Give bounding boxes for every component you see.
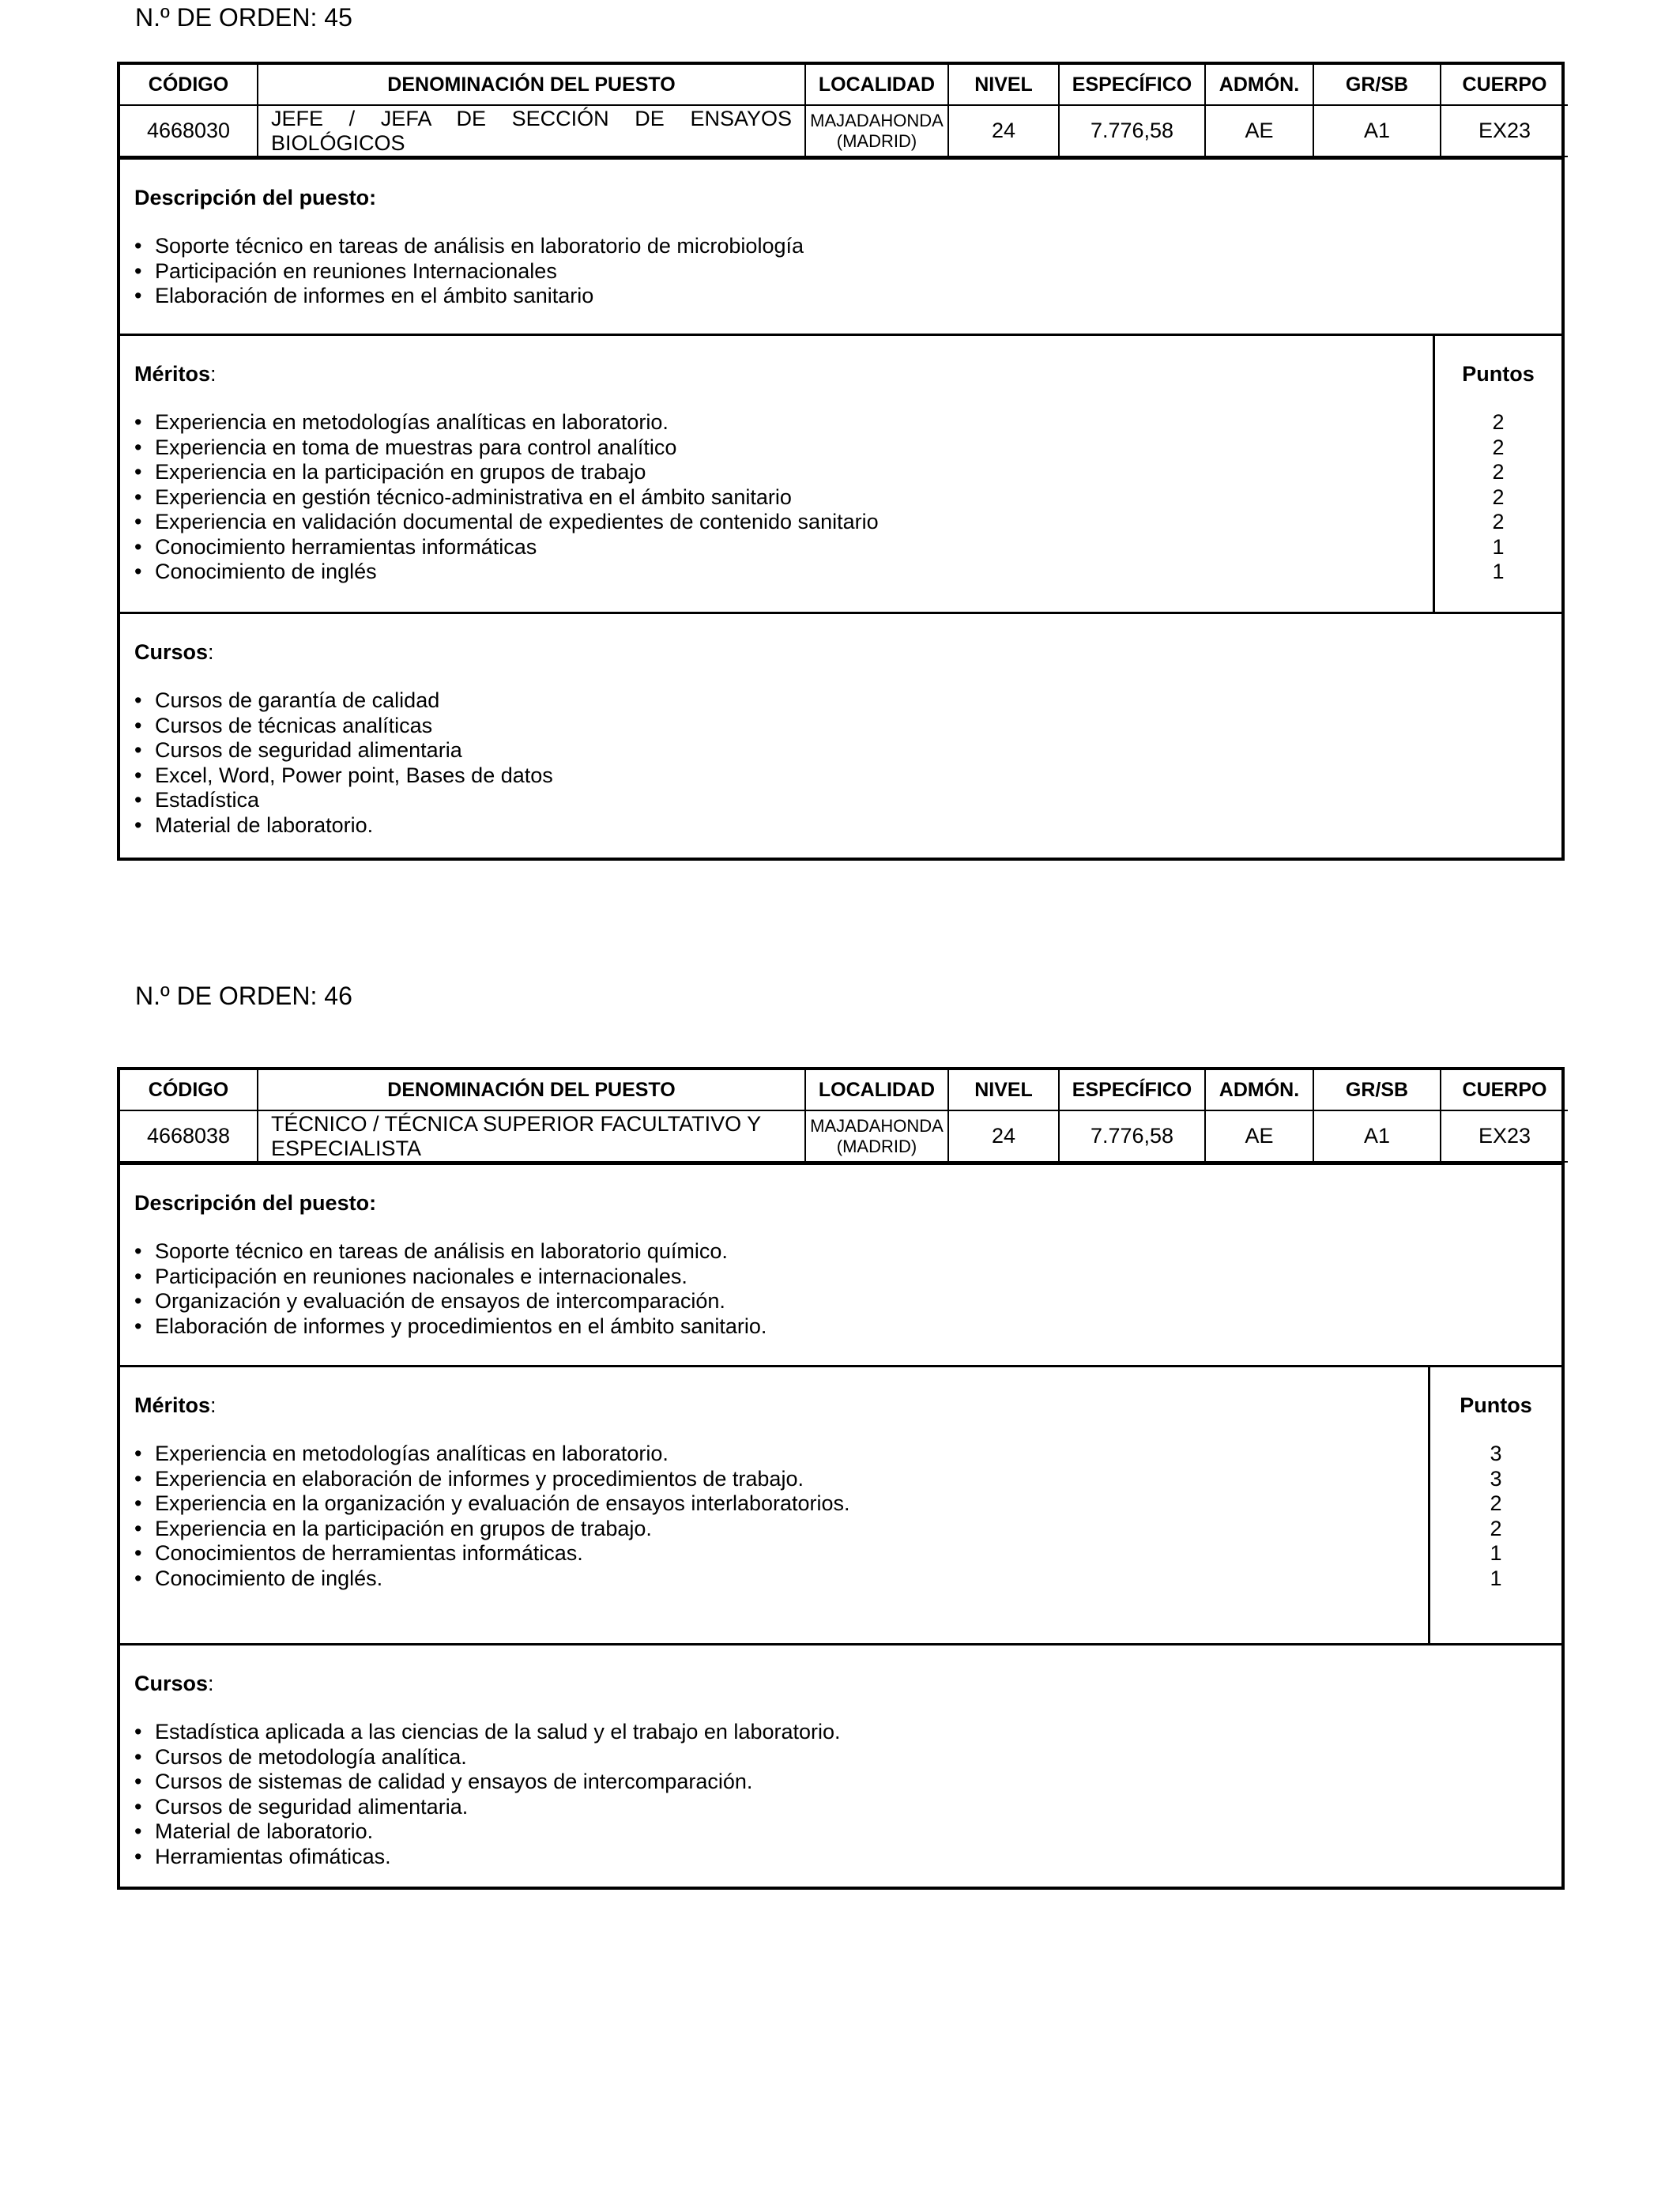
- header-denominacion: DENOMINACIÓN DEL PUESTO: [258, 1070, 805, 1110]
- puntos-value: 3: [1490, 1466, 1502, 1491]
- localidad-line: (MADRID): [836, 130, 917, 151]
- puntos-value: 1: [1492, 534, 1505, 559]
- puntos-value: 1: [1492, 560, 1505, 583]
- list-item: • Cursos de seguridad alimentaria.: [134, 1795, 1547, 1820]
- list-item: • Elaboración de informes en el ámbito sanitario: [134, 284, 1547, 309]
- denominacion-cell: TÉCNICO / TÉCNICA SUPERIOR FACULTATIVO Y ESPECIALISTA: [258, 1110, 805, 1162]
- grsb-cell: A1: [1313, 1110, 1441, 1162]
- meritos-list: [134, 1442, 1414, 1591]
- meritos-label-text: Méritos: [134, 1393, 211, 1417]
- cursos-label-text: Cursos: [134, 1672, 209, 1695]
- especifico-cell: 7.776,58: [1059, 1110, 1205, 1162]
- puntos-value: 1: [1490, 1541, 1502, 1565]
- header-cuerpo: CUERPO: [1441, 1070, 1568, 1110]
- meritos-main: [120, 1367, 1428, 1643]
- table-header-row: [120, 65, 1568, 105]
- list-item: • Organización y evaluación de ensayos de intercomparación.: [134, 1289, 1547, 1314]
- header-grsb: GR/SB: [1313, 1070, 1441, 1110]
- list-item: • Experiencia en validación documental de expedientes de contenido sanitario: [134, 510, 1418, 535]
- orden-title: N.º DE ORDEN: 45: [135, 3, 352, 32]
- cursos-list: [134, 1720, 1547, 1869]
- table-row: [120, 1110, 1568, 1162]
- meritos-label-colon: :: [210, 362, 217, 386]
- puntos-column: [1428, 1367, 1561, 1643]
- descripcion-label: [134, 185, 1547, 210]
- puntos-value: 2: [1490, 1516, 1502, 1540]
- list-item: • Soporte técnico en tareas de análisis en laboratorio químico.: [134, 1239, 1547, 1265]
- header-grsb: GR/SB: [1313, 65, 1441, 105]
- list-item: • Herramientas ofimáticas.: [134, 1845, 1547, 1870]
- codigo-cell: 4668030: [120, 105, 258, 156]
- meritos-label: [134, 361, 1418, 386]
- list-item: • Excel, Word, Power point, Bases de datos: [134, 763, 1547, 789]
- list-item: • Experiencia en metodologías analíticas en laboratorio.: [134, 1442, 1414, 1467]
- nivel-cell: 24: [948, 105, 1059, 156]
- localidad-line: (MADRID): [836, 1136, 917, 1156]
- list-item: • Conocimiento de inglés.: [134, 1566, 1414, 1592]
- meritos-list: [134, 410, 1418, 585]
- puntos-value: 3: [1490, 1442, 1502, 1465]
- localidad-line: MAJADAHONDA: [810, 1115, 944, 1136]
- header-codigo: CÓDIGO: [120, 1070, 258, 1110]
- list-item: • Participación en reuniones Internacionales: [134, 259, 1547, 285]
- puntos-value: 2: [1492, 484, 1505, 509]
- header-denominacion: DENOMINACIÓN DEL PUESTO: [258, 65, 805, 105]
- cursos-label: [134, 1671, 1547, 1696]
- descripcion-label: [134, 1190, 1547, 1216]
- cursos-label-colon: :: [208, 1672, 214, 1695]
- especifico-cell: 7.776,58: [1059, 105, 1205, 156]
- header-nivel: NIVEL: [948, 65, 1059, 105]
- descripcion-label-text: Descripción del puesto:: [134, 1191, 377, 1215]
- puntos-value: 2: [1492, 460, 1505, 484]
- list-item: • Conocimiento de inglés: [134, 560, 1418, 585]
- list-item: • Soporte técnico en tareas de análisis en laboratorio de microbiología: [134, 234, 1547, 259]
- descripcion-section: [120, 157, 1561, 334]
- meritos-section: [120, 1365, 1561, 1643]
- header-localidad: LOCALIDAD: [805, 65, 948, 105]
- list-item: • Experiencia en elaboración de informes y procedimientos de trabajo.: [134, 1467, 1414, 1492]
- puntos-label: Puntos: [1462, 362, 1535, 386]
- list-item: • Experiencia en la participación en grupos de trabajo.: [134, 1517, 1414, 1542]
- puntos-list: [1435, 410, 1561, 585]
- list-item: • Experiencia en gestión técnico-administrativa en el ámbito sanitario: [134, 485, 1418, 511]
- table-header-row: [120, 1070, 1568, 1110]
- descripcion-section: [120, 1163, 1561, 1365]
- denominacion-cell: JEFE / JEFA DE SECCIÓN DE ENSAYOS BIOLÓGICOS: [258, 105, 805, 156]
- descripcion-label-text: Descripción del puesto:: [134, 186, 377, 209]
- list-item: • Elaboración de informes y procedimientos en el ámbito sanitario.: [134, 1314, 1547, 1340]
- cursos-section: [120, 612, 1561, 838]
- puntos-column: [1433, 336, 1561, 612]
- list-item: • Cursos de técnicas analíticas: [134, 714, 1547, 739]
- puntos-label: Puntos: [1460, 1393, 1532, 1417]
- list-item: • Conocimientos de herramientas informáticas.: [134, 1541, 1414, 1566]
- puntos-list: [1430, 1442, 1561, 1591]
- list-item: • Estadística aplicada a las ciencias de la salud y el trabajo en laboratorio.: [134, 1720, 1547, 1745]
- puesto-header-table: [120, 65, 1568, 157]
- cursos-section: [120, 1643, 1561, 1869]
- puesto-block: [117, 62, 1565, 861]
- cursos-label: [134, 639, 1547, 665]
- nivel-cell: 24: [948, 1110, 1059, 1162]
- cursos-list: [134, 688, 1547, 838]
- cuerpo-cell: EX23: [1441, 105, 1568, 156]
- list-item: • Cursos de metodología analítica.: [134, 1745, 1547, 1770]
- header-admon: ADMÓN.: [1205, 65, 1313, 105]
- list-item: • Estadística: [134, 788, 1547, 813]
- list-item: • Experiencia en toma de muestras para control analítico: [134, 435, 1418, 461]
- list-item: • Material de laboratorio.: [134, 1819, 1547, 1845]
- header-localidad: LOCALIDAD: [805, 1070, 948, 1110]
- meritos-label: [134, 1393, 1414, 1418]
- puntos-value: 2: [1492, 435, 1505, 459]
- localidad-cell: [805, 1110, 948, 1162]
- grsb-cell: A1: [1313, 105, 1441, 156]
- puesto-block: [117, 1067, 1565, 1890]
- meritos-label-text: Méritos: [134, 362, 211, 386]
- localidad-line: MAJADAHONDA: [810, 110, 944, 130]
- list-item: • Cursos de seguridad alimentaria: [134, 738, 1547, 763]
- cuerpo-cell: EX23: [1441, 1110, 1568, 1162]
- list-item: • Cursos de sistemas de calidad y ensayos de intercomparación.: [134, 1770, 1547, 1795]
- list-item: • Material de laboratorio.: [134, 813, 1547, 839]
- list-item: • Experiencia en la participación en grupos de trabajo: [134, 460, 1418, 485]
- codigo-cell: 4668038: [120, 1110, 258, 1162]
- admon-cell: AE: [1205, 105, 1313, 156]
- puntos-value: 2: [1492, 410, 1505, 434]
- table-row: [120, 105, 1568, 156]
- admon-cell: AE: [1205, 1110, 1313, 1162]
- header-nivel: NIVEL: [948, 1070, 1059, 1110]
- meritos-main: [120, 336, 1433, 612]
- orden-title: N.º DE ORDEN: 46: [135, 982, 352, 1010]
- cursos-label-text: Cursos: [134, 640, 209, 664]
- header-admon: ADMÓN.: [1205, 1070, 1313, 1110]
- descripcion-list: [134, 1239, 1547, 1339]
- header-especifico: ESPECÍFICO: [1059, 65, 1205, 105]
- meritos-section: [120, 334, 1561, 612]
- puesto-header-table: [120, 1070, 1568, 1163]
- list-item: • Cursos de garantía de calidad: [134, 688, 1547, 714]
- localidad-cell: [805, 105, 948, 156]
- meritos-label-colon: :: [210, 1393, 217, 1417]
- cursos-label-colon: :: [208, 640, 214, 664]
- header-cuerpo: CUERPO: [1441, 65, 1568, 105]
- puntos-value: 1: [1490, 1566, 1502, 1590]
- descripcion-list: [134, 234, 1547, 309]
- puntos-value: 2: [1490, 1491, 1502, 1515]
- header-codigo: CÓDIGO: [120, 65, 258, 105]
- list-item: • Experiencia en la organización y evaluación de ensayos interlaboratorios.: [134, 1491, 1414, 1517]
- list-item: • Conocimiento herramientas informáticas: [134, 535, 1418, 560]
- list-item: • Experiencia en metodologías analíticas en laboratorio.: [134, 410, 1418, 435]
- header-especifico: ESPECÍFICO: [1059, 1070, 1205, 1110]
- list-item: • Participación en reuniones nacionales e internacionales.: [134, 1265, 1547, 1290]
- puntos-value: 2: [1492, 510, 1505, 533]
